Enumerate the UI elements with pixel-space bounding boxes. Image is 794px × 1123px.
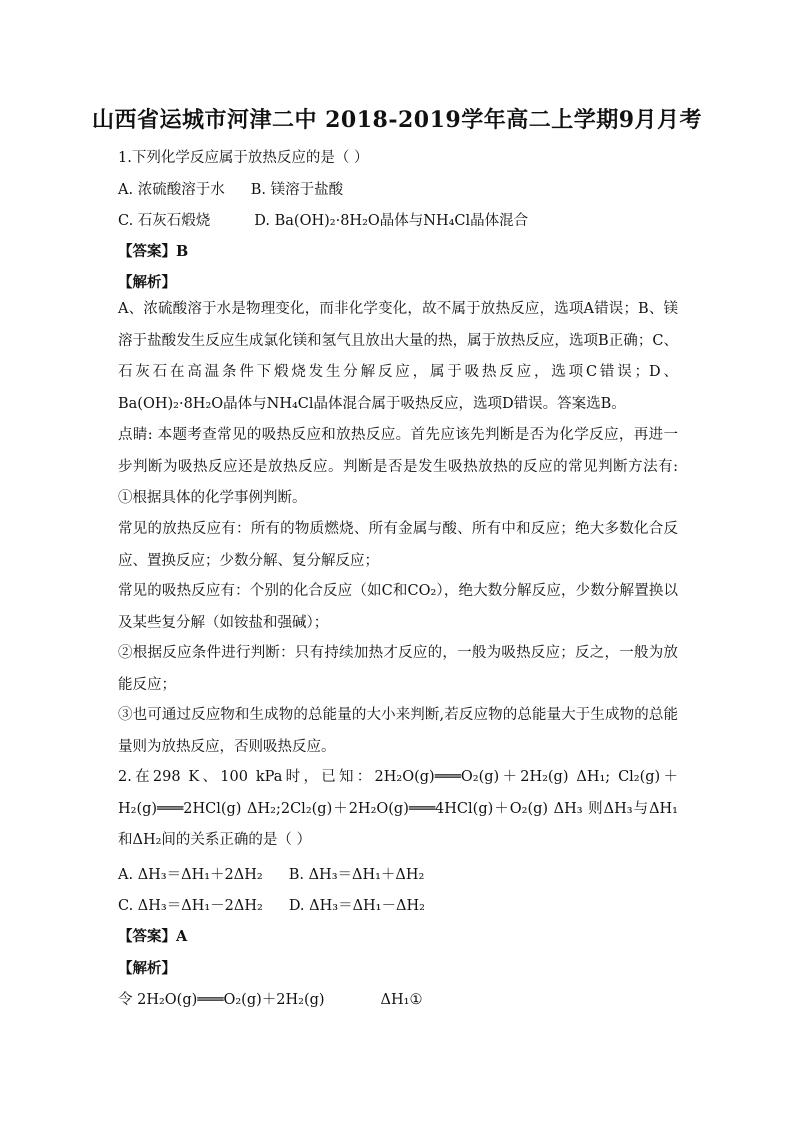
q1-exothermic-list: 常见的放热反应有：所有的物质燃烧、所有金属与酸、所有中和反应；绝大多数化合反应、置换反应；少数分解、复分解反应； xyxy=(118,521,678,569)
q2-equation-text: 令 2H₂O(g)═══O₂(g)＋2H₂(g) xyxy=(118,992,325,1008)
q2-option-d: D. ΔH₃＝ΔH₁－ΔH₂ xyxy=(288,898,425,914)
q1-options-row2 xyxy=(118,209,528,230)
q1-tip-paragraph: 点睛: 本题考查常见的吸热反应和放热反应。首先应该先判断是否为化学反应，再进一步判断为吸热反应还是放热反应。判断是否是发生吸热放热的反应的常见判断方法有: ①根据具体的化学事例判断。 xyxy=(118,427,678,507)
q1-options-row1 xyxy=(118,178,343,199)
q1-endothermic-list: 常见的吸热反应有：个别的化合反应（如C和CO₂），绝大数分解反应，少数分解置换以及某些复分解（如铵盐和强碱）； xyxy=(118,583,678,631)
q2-option-a: A. ΔH₃＝ΔH₁＋2ΔH₂ xyxy=(118,867,263,883)
q2-answer: 【答案】A xyxy=(118,928,188,945)
q2-analysis-heading: 【解析】 xyxy=(118,960,176,977)
q2-options-row1 xyxy=(118,863,424,884)
q1-option-d: D. Ba(OH)₂·8H₂O晶体与NH₄Cl晶体混合 xyxy=(254,213,529,229)
q1-option-a: A. 浓硫酸溶于水 xyxy=(118,182,225,198)
q1-option-c: C. 石灰石煅烧 xyxy=(118,213,211,229)
q1-analysis-heading: 【解析】 xyxy=(118,274,176,291)
q1-option-b: B. 镁溶于盐酸 xyxy=(250,182,344,198)
q2-stem: 2.在298 K、100 kPa时，已知：2H₂O(g)═══O₂(g)＋2H₂(g) ΔH₁; Cl₂(g)＋H₂(g)═══2HCl(g) ΔH₂;2Cl₂(g)＋2H₂O(g)═══4HCl(g)＋O₂(g) ΔH₃ 则ΔH₃与ΔH₁和ΔH₂间的关系正确的是（ ） xyxy=(118,769,678,849)
q1-analysis-paragraph: A、浓硫酸溶于水是物理变化，而非化学变化，故不属于放热反应，选项A错误；B、镁溶于盐酸发生反应生成氯化镁和氢气且放出大量的热，属于放热反应，选项B正确；C、石灰石在高温条件下煅烧发生分解反应，属于吸热反应，选项C错误；D、Ba(OH)₂·8H₂O晶体与NH₄Cl晶体混合属于吸热反应，选项D错误。答案选B。 xyxy=(118,301,678,412)
q1-stem: 1.下列化学反应属于放热反应的是（ ） xyxy=(118,150,369,166)
q2-options-row2 xyxy=(118,894,425,915)
q1-answer: 【答案】B xyxy=(118,243,189,260)
q1-energy-rule: ③也可通过反应物和生成物的总能量的大小来判断,若反应物的总能量大于生成物的总能量则为放热反应，否则吸热反应。 xyxy=(118,707,678,755)
q2-analysis-equation xyxy=(118,988,422,1009)
q2-option-c: C. ΔH₃＝ΔH₁－2ΔH₂ xyxy=(118,898,263,914)
q2-equation-label: ΔH₁① xyxy=(380,992,423,1008)
q1-condition-rule: ②根据反应条件进行判断：只有持续加热才反应的，一般为吸热反应；反之，一般为放能反应； xyxy=(118,645,678,693)
q2-option-b: B. ΔH₃＝ΔH₁＋ΔH₂ xyxy=(288,867,425,883)
page-title: 山西省运城市河津二中 2018-2019学年高二上学期9月月考 xyxy=(91,107,703,133)
